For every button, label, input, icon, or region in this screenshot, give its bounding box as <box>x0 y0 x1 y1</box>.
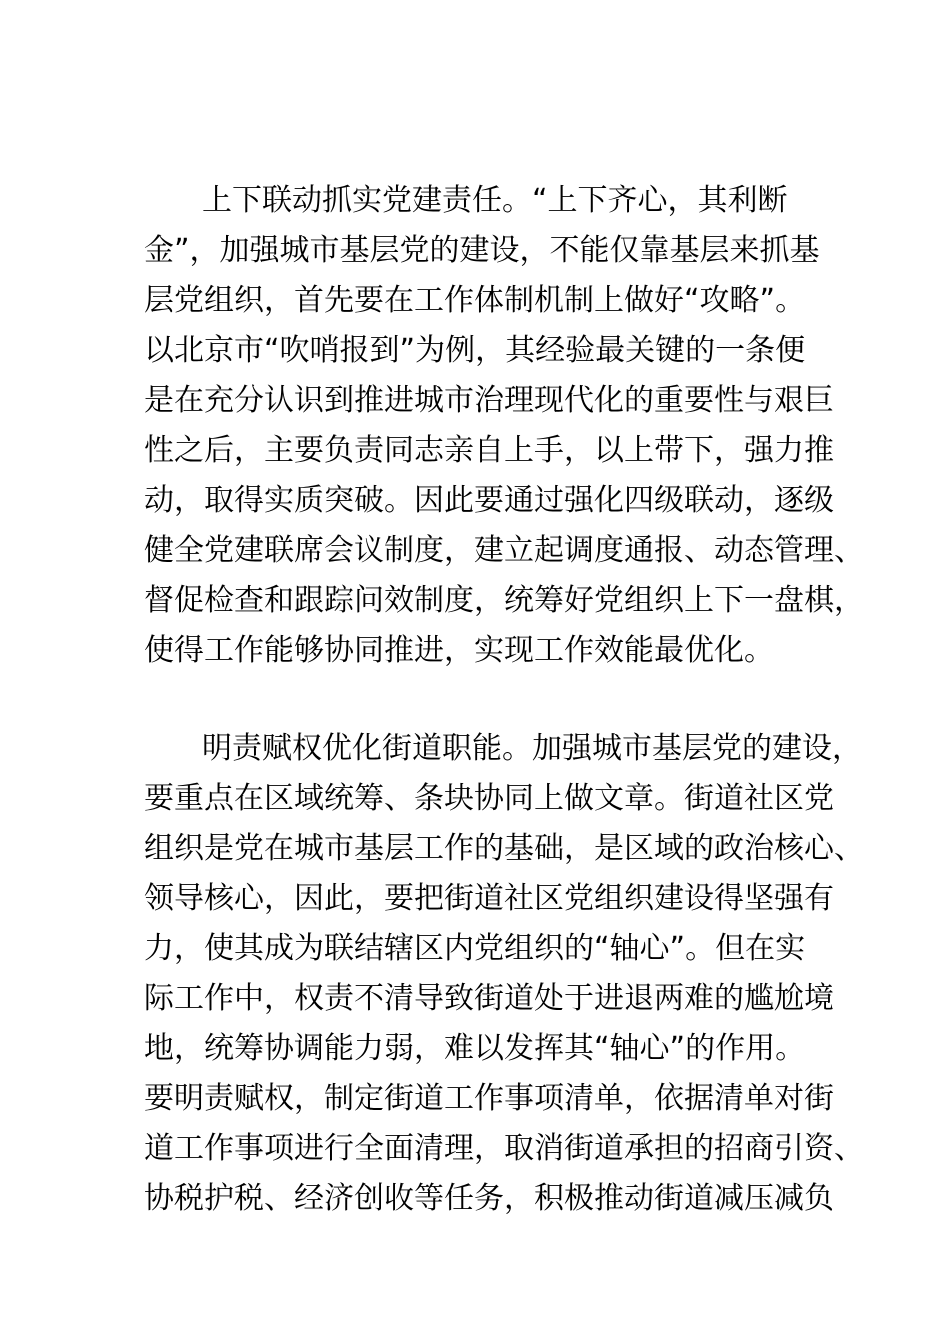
paragraph-line: 使得工作能够协同推进，实现工作效能最优化。 <box>144 633 774 668</box>
paragraph-line: 际工作中，权责不清导致街道处于进退两难的尴尬境 <box>144 981 834 1016</box>
paragraph-line: 层党组织，首先要在工作体制机制上做好“攻略”。 <box>144 283 806 318</box>
paragraph-line: 协税护税、经济创收等任务，积极推动街道减压减负 <box>144 1181 834 1216</box>
paragraph-line: 性之后，主要负责同志亲自上手，以上带下，强力推 <box>144 433 834 468</box>
paragraph-line: 力，使其成为联结辖区内党组织的“轴心”。但在实 <box>144 931 806 966</box>
paragraph-line: 金”，加强城市基层党的建设，不能仅靠基层来抓基 <box>144 233 820 268</box>
paragraph-line: 以北京市“吹哨报到”为例，其经验最关键的一条便 <box>144 333 806 368</box>
paragraph-line: 明责赋权优化街道职能。加强城市基层党的建设， <box>202 731 862 766</box>
paragraph-line: 领导核心，因此，要把街道社区党组织建设得坚强有 <box>144 881 834 916</box>
paragraph-line: 是在充分认识到推进城市治理现代化的重要性与艰巨 <box>144 383 834 418</box>
paragraph-line: 地，统筹协调能力弱，难以发挥其“轴心”的作用。 <box>144 1031 806 1066</box>
paragraph-line: 动，取得实质突破。因此要通过强化四级联动，逐级 <box>144 483 834 518</box>
paragraph-1 <box>144 176 864 676</box>
paragraph-line: 要明责赋权，制定街道工作事项清单，依据清单对街 <box>144 1081 834 1116</box>
paragraph-line: 组织是党在城市基层工作的基础，是区域的政治核心、 <box>144 831 864 866</box>
paragraph-line: 道工作事项进行全面清理，取消街道承担的招商引资、 <box>144 1131 864 1166</box>
paragraph-line: 健全党建联席会议制度，建立起调度通报、动态管理、 <box>144 533 864 568</box>
paragraph-line: 督促检查和跟踪问效制度，统筹好党组织上下一盘棋， <box>144 583 864 618</box>
paragraph-line: 要重点在区域统筹、条块协同上做文章。街道社区党 <box>144 781 834 816</box>
paragraph-2 <box>144 724 864 1224</box>
paragraph-line: 上下联动抓实党建责任。“上下齐心，其利断 <box>202 183 788 218</box>
